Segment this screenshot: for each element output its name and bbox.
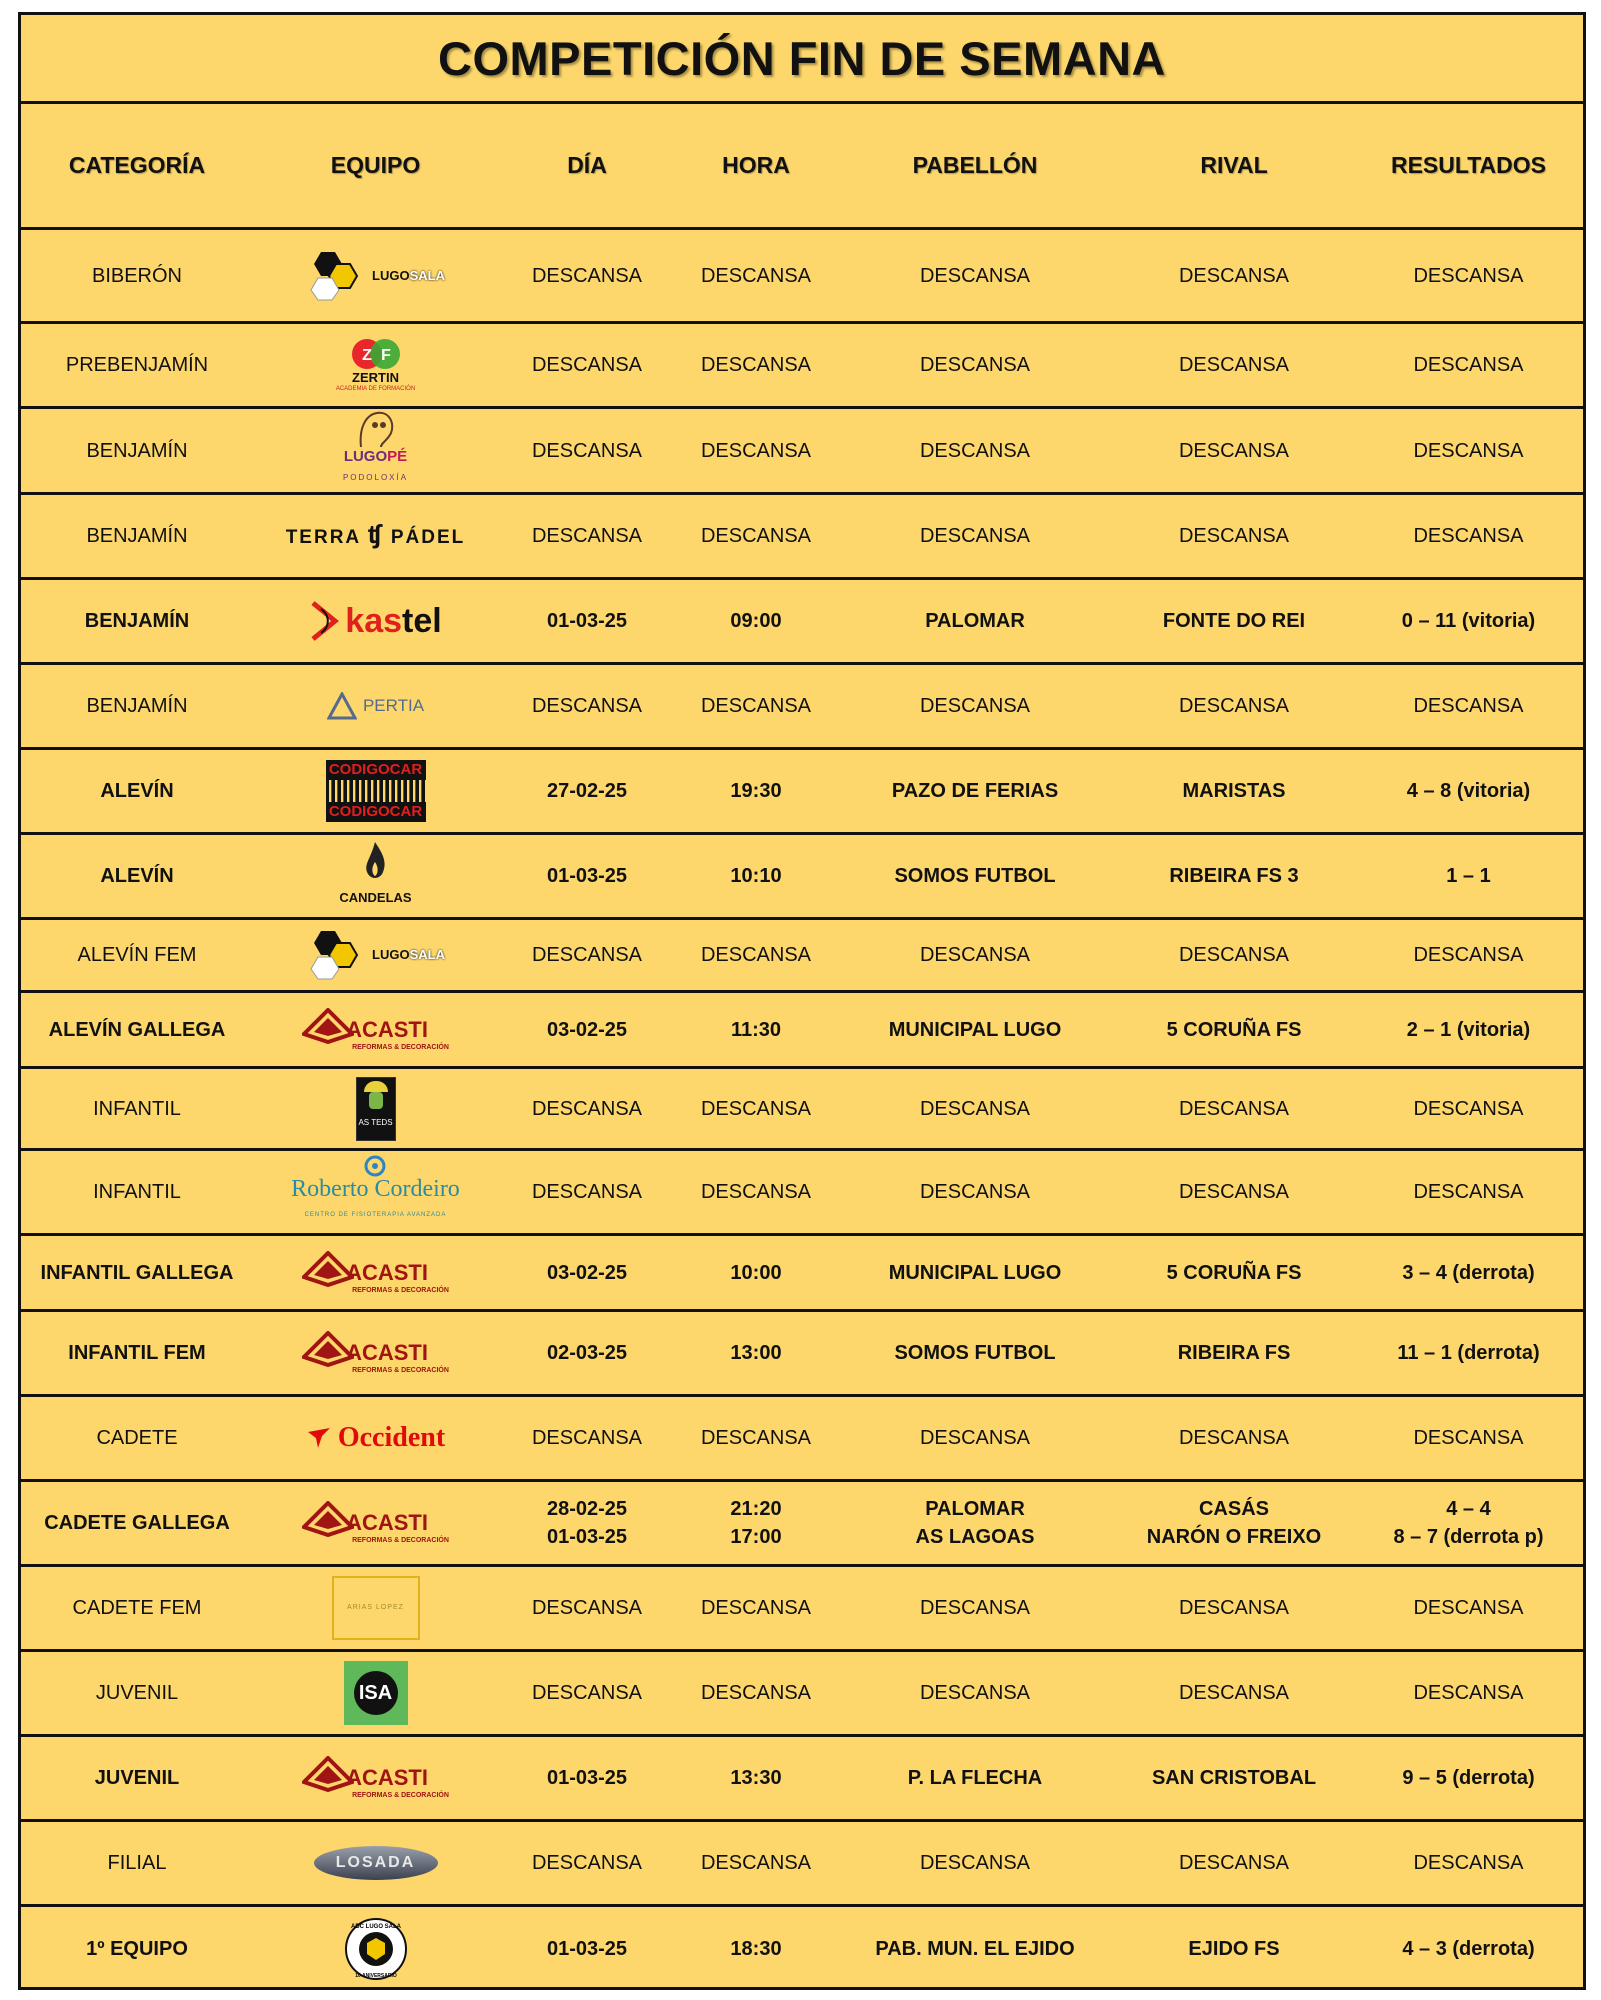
cell-equipo xyxy=(253,1235,498,1311)
cell-categoria: INFANTIL xyxy=(21,1068,253,1150)
table-row xyxy=(21,749,1583,834)
cell-dia: DESCANSA xyxy=(498,1396,676,1481)
cell-resultados: DESCANSA xyxy=(1354,408,1583,494)
cell-hora: 18:30 xyxy=(730,1937,782,1960)
cell-hora: DESCANSA xyxy=(676,1651,836,1736)
cell-hora: DESCANSA xyxy=(676,1068,836,1150)
cell-rival: MARISTAS xyxy=(1114,749,1354,834)
cell-pabellon: DESCANSA xyxy=(836,323,1114,408)
lugosala-seal-logo xyxy=(343,1916,409,1982)
cell-rival: DESCANSA xyxy=(1114,323,1354,408)
cell-categoria: ALEVÍN GALLEGA xyxy=(21,992,253,1068)
table-row xyxy=(21,229,1583,323)
cell-dia: DESCANSA xyxy=(498,408,676,494)
cell-hora: 19:30 xyxy=(676,749,836,834)
cell-rival: DESCANSA xyxy=(1114,408,1354,494)
cell-equipo xyxy=(253,749,498,834)
acasti-logo: ACASTI REFORMAS & DECORACIÓN xyxy=(302,1008,449,1052)
cell-equipo xyxy=(253,664,498,749)
cell-categoria: INFANTIL GALLEGA xyxy=(21,1235,253,1311)
acasti-logo: ACASTI REFORMAS & DECORACIÓN xyxy=(302,1756,449,1800)
table-row xyxy=(21,1736,1583,1821)
isa-logo: ISA xyxy=(344,1661,408,1725)
cell-hora: DESCANSA xyxy=(676,494,836,579)
table-row xyxy=(21,1821,1583,1906)
zertin-logo: Z F ZERTIN ACADEMIA DE FORMACIÓN xyxy=(336,337,415,393)
cell-dia: DESCANSA xyxy=(498,229,676,323)
codigocar-logo: CODIGOCAR CODIGOCAR xyxy=(326,760,426,822)
acasti-logo: ACASTI REFORMAS & DECORACIÓN xyxy=(302,1251,449,1295)
table-row xyxy=(21,323,1583,408)
cell-pabellon: PAB. MUN. EL EJIDO xyxy=(875,1937,1075,1960)
cell-pabellon: MUNICIPAL LUGO xyxy=(836,992,1114,1068)
cell-dia: 01-03-25 xyxy=(546,1937,628,1960)
lugope-logo: LUGOPÉ PODOLOXÍA xyxy=(343,409,408,492)
cell-pabellon: SOMOS FUTBOL xyxy=(836,834,1114,919)
cell-rival: DESCANSA xyxy=(1114,1821,1354,1906)
table-row xyxy=(21,1396,1583,1481)
cell-rival: DESCANSA xyxy=(1114,919,1354,992)
cell-categoria: PREBENJAMÍN xyxy=(21,323,253,408)
cell-equipo xyxy=(253,919,498,992)
cell-dia: DESCANSA xyxy=(498,664,676,749)
cell-equipo xyxy=(253,1906,498,1991)
header-categoria: CATEGORÍA xyxy=(21,104,253,229)
table-row xyxy=(21,919,1583,992)
cell-categoria: BENJAMÍN xyxy=(21,494,253,579)
cell-equipo xyxy=(253,1821,498,1906)
cell-pabellon: SOMOS FUTBOL xyxy=(836,1311,1114,1396)
cell-hora: 09:00 xyxy=(676,579,836,664)
cell-categoria: CADETE GALLEGA xyxy=(21,1481,253,1566)
svg-text:Z: Z xyxy=(361,347,372,364)
cell-pabellon: DESCANSA xyxy=(836,919,1114,992)
cell-equipo xyxy=(253,1311,498,1396)
cell-resultados: DESCANSA xyxy=(1354,1068,1583,1150)
cell-equipo xyxy=(253,992,498,1068)
cell-hora: 11:30 xyxy=(676,992,836,1068)
cell-dia: 01-03-25 xyxy=(498,834,676,919)
cell-resultados: 4 – 3 (derrota) xyxy=(1402,1937,1535,1960)
table-row xyxy=(21,1651,1583,1736)
table-row xyxy=(21,1235,1583,1311)
cell-rival: DESCANSA xyxy=(1114,1068,1354,1150)
page-title: COMPETICIÓN FIN DE SEMANA xyxy=(21,15,1583,104)
cell-rival: SAN CRISTOBAL xyxy=(1114,1736,1354,1821)
cell-equipo xyxy=(253,834,498,919)
terrapadel-logo: TERRA ʧ PÁDEL xyxy=(285,519,466,549)
table-row xyxy=(21,1150,1583,1235)
ariaslopez-logo: ARIAS LOPEZ xyxy=(332,1576,420,1640)
cell-categoria: 1º EQUIPO xyxy=(86,1937,188,1960)
schedule-sheet xyxy=(18,12,1586,1990)
header-equipo: EQUIPO xyxy=(253,104,498,229)
cell-dia: DESCANSA xyxy=(498,1566,676,1651)
cell-pabellon: DESCANSA xyxy=(836,408,1114,494)
cell-resultados: DESCANSA xyxy=(1354,1396,1583,1481)
cell-rival: DESCANSA xyxy=(1114,494,1354,579)
candelas-logo: CANDELAS xyxy=(339,840,411,912)
table-row xyxy=(21,992,1583,1068)
cell-hora: DESCANSA xyxy=(676,1566,836,1651)
cell-rival: DESCANSA xyxy=(1114,1150,1354,1235)
table-row xyxy=(21,1906,1583,1991)
svg-text:ADC LUGO SALA: ADC LUGO SALA xyxy=(350,1923,401,1930)
cell-pabellon: PALOMAR AS LAGOAS xyxy=(836,1481,1114,1566)
cell-categoria: BENJAMÍN xyxy=(21,579,253,664)
cell-hora: DESCANSA xyxy=(676,323,836,408)
cell-resultados: DESCANSA xyxy=(1354,494,1583,579)
acasti-logo: ACASTI REFORMAS & DECORACIÓN xyxy=(302,1501,449,1545)
svg-text:10 ANIVERSARIO: 10 ANIVERSARIO xyxy=(354,1972,397,1979)
cell-categoria: ALEVÍN xyxy=(21,749,253,834)
occident-logo: Occident xyxy=(306,1424,445,1452)
cell-resultados: 0 – 11 (vitoria) xyxy=(1354,579,1583,664)
cell-equipo xyxy=(253,579,498,664)
cell-rival: DESCANSA xyxy=(1114,1651,1354,1736)
cell-equipo xyxy=(253,408,498,494)
cell-dia: DESCANSA xyxy=(498,1150,676,1235)
cell-equipo xyxy=(253,1736,498,1821)
table-row xyxy=(21,494,1583,579)
kastel-logo: kastel xyxy=(309,599,441,643)
cell-resultados: DESCANSA xyxy=(1354,229,1583,323)
cell-equipo xyxy=(253,1068,498,1150)
cell-rival: 5 CORUÑA FS xyxy=(1114,992,1354,1068)
cell-categoria: BIBERÓN xyxy=(21,229,253,323)
cell-dia: 03-02-25 xyxy=(498,992,676,1068)
cell-dia: DESCANSA xyxy=(498,1821,676,1906)
cell-categoria: ALEVÍN FEM xyxy=(21,919,253,992)
cell-resultados: DESCANSA xyxy=(1354,919,1583,992)
cell-equipo xyxy=(253,494,498,579)
cell-resultados: DESCANSA xyxy=(1354,323,1583,408)
cell-rival: RIBEIRA FS 3 xyxy=(1114,834,1354,919)
lugosala-logo: LUGOSALA xyxy=(306,250,445,302)
cell-categoria: BENJAMÍN xyxy=(21,408,253,494)
cell-resultados: 4 – 4 8 – 7 (derrota p) xyxy=(1354,1481,1583,1566)
cell-pabellon: DESCANSA xyxy=(836,494,1114,579)
cell-hora: DESCANSA xyxy=(676,919,836,992)
cell-hora: 21:20 17:00 xyxy=(676,1481,836,1566)
cell-categoria: FILIAL xyxy=(21,1821,253,1906)
cell-resultados: 9 – 5 (derrota) xyxy=(1354,1736,1583,1821)
cell-dia: 28-02-25 01-03-25 xyxy=(498,1481,676,1566)
cell-pabellon: DESCANSA xyxy=(836,1566,1114,1651)
cell-pabellon: MUNICIPAL LUGO xyxy=(836,1235,1114,1311)
cell-pabellon: PALOMAR xyxy=(836,579,1114,664)
cell-dia: DESCANSA xyxy=(498,1068,676,1150)
table-row xyxy=(21,1311,1583,1396)
cell-categoria: CADETE FEM xyxy=(21,1566,253,1651)
cell-resultados: DESCANSA xyxy=(1354,1566,1583,1651)
cell-hora: DESCANSA xyxy=(676,1821,836,1906)
cell-pabellon: PAZO DE FERIAS xyxy=(836,749,1114,834)
cell-equipo xyxy=(253,229,498,323)
cell-rival: 5 CORUÑA FS xyxy=(1114,1235,1354,1311)
cell-dia: 01-03-25 xyxy=(498,579,676,664)
cell-rival: DESCANSA xyxy=(1114,1396,1354,1481)
cell-resultados: 4 – 8 (vitoria) xyxy=(1354,749,1583,834)
table-row xyxy=(21,579,1583,664)
svg-text:F: F xyxy=(380,347,391,364)
cell-dia: DESCANSA xyxy=(498,919,676,992)
cell-hora: DESCANSA xyxy=(676,664,836,749)
cell-resultados: DESCANSA xyxy=(1354,1651,1583,1736)
cell-hora: DESCANSA xyxy=(676,1150,836,1235)
cell-categoria: JUVENIL xyxy=(21,1736,253,1821)
table-row xyxy=(21,664,1583,749)
cell-equipo xyxy=(253,1150,498,1235)
cell-hora: 10:10 xyxy=(676,834,836,919)
lugosala-logo: LUGOSALA xyxy=(306,929,445,981)
table-row xyxy=(21,834,1583,919)
cell-resultados: 11 – 1 (derrota) xyxy=(1354,1311,1583,1396)
cell-rival: DESCANSA xyxy=(1114,1566,1354,1651)
header-pabellon: PABELLÓN xyxy=(836,104,1114,229)
cell-pabellon: DESCANSA xyxy=(836,229,1114,323)
cell-dia: DESCANSA xyxy=(498,323,676,408)
cell-rival: EJIDO FS xyxy=(1188,1937,1280,1960)
cell-categoria: JUVENIL xyxy=(21,1651,253,1736)
cell-dia: 02-03-25 xyxy=(498,1311,676,1396)
losada-logo: LOSADA xyxy=(314,1846,438,1880)
header-row xyxy=(21,104,1583,229)
asteds-logo: AS TEDS xyxy=(356,1077,396,1141)
cell-equipo xyxy=(253,1566,498,1651)
cell-categoria: ALEVÍN xyxy=(21,834,253,919)
cell-dia: DESCANSA xyxy=(498,494,676,579)
cell-categoria: INFANTIL xyxy=(21,1150,253,1235)
cell-pabellon: DESCANSA xyxy=(836,664,1114,749)
cell-dia: 27-02-25 xyxy=(498,749,676,834)
cell-pabellon: DESCANSA xyxy=(836,1068,1114,1150)
cell-categoria: INFANTIL FEM xyxy=(21,1311,253,1396)
table-row xyxy=(21,1068,1583,1150)
cell-pabellon: DESCANSA xyxy=(836,1150,1114,1235)
header-hora: HORA xyxy=(676,104,836,229)
cell-rival: FONTE DO REI xyxy=(1114,579,1354,664)
table-row xyxy=(21,1481,1583,1566)
cell-categoria: CADETE xyxy=(21,1396,253,1481)
cell-rival: DESCANSA xyxy=(1114,229,1354,323)
cell-resultados: DESCANSA xyxy=(1354,1150,1583,1235)
cell-dia: 03-02-25 xyxy=(498,1235,676,1311)
schedule-table xyxy=(21,104,1583,1991)
cell-dia: DESCANSA xyxy=(498,1651,676,1736)
header-rival: RIVAL xyxy=(1114,104,1354,229)
cell-equipo xyxy=(253,323,498,408)
pertia-logo: PERTIA xyxy=(327,692,424,720)
table-row xyxy=(21,1566,1583,1651)
cell-hora: DESCANSA xyxy=(676,408,836,494)
cell-pabellon: DESCANSA xyxy=(836,1396,1114,1481)
cell-resultados: 2 – 1 (vitoria) xyxy=(1354,992,1583,1068)
roberto-logo: Roberto Cordeiro CENTRO DE FISIOTERAPIA AVANZADA xyxy=(291,1155,460,1229)
cell-equipo xyxy=(253,1481,498,1566)
cell-categoria: BENJAMÍN xyxy=(21,664,253,749)
cell-resultados: DESCANSA xyxy=(1354,1821,1583,1906)
cell-hora: 13:30 xyxy=(676,1736,836,1821)
cell-pabellon: DESCANSA xyxy=(836,1651,1114,1736)
table-row xyxy=(21,408,1583,494)
cell-resultados: DESCANSA xyxy=(1354,664,1583,749)
cell-hora: 13:00 xyxy=(676,1311,836,1396)
acasti-logo: ACASTI REFORMAS & DECORACIÓN xyxy=(302,1331,449,1375)
cell-rival: RIBEIRA FS xyxy=(1114,1311,1354,1396)
cell-pabellon: DESCANSA xyxy=(836,1821,1114,1906)
cell-equipo xyxy=(253,1396,498,1481)
cell-resultados: 1 – 1 xyxy=(1354,834,1583,919)
cell-resultados: 3 – 4 (derrota) xyxy=(1354,1235,1583,1311)
cell-pabellon: P. LA FLECHA xyxy=(836,1736,1114,1821)
cell-rival: DESCANSA xyxy=(1114,664,1354,749)
header-dia: DÍA xyxy=(498,104,676,229)
cell-rival: CASÁS NARÓN O FREIXO xyxy=(1114,1481,1354,1566)
cell-hora: 10:00 xyxy=(676,1235,836,1311)
cell-dia: 01-03-25 xyxy=(498,1736,676,1821)
cell-equipo xyxy=(253,1651,498,1736)
header-resultados: RESULTADOS xyxy=(1354,104,1583,229)
cell-hora: DESCANSA xyxy=(676,1396,836,1481)
cell-hora: DESCANSA xyxy=(676,229,836,323)
